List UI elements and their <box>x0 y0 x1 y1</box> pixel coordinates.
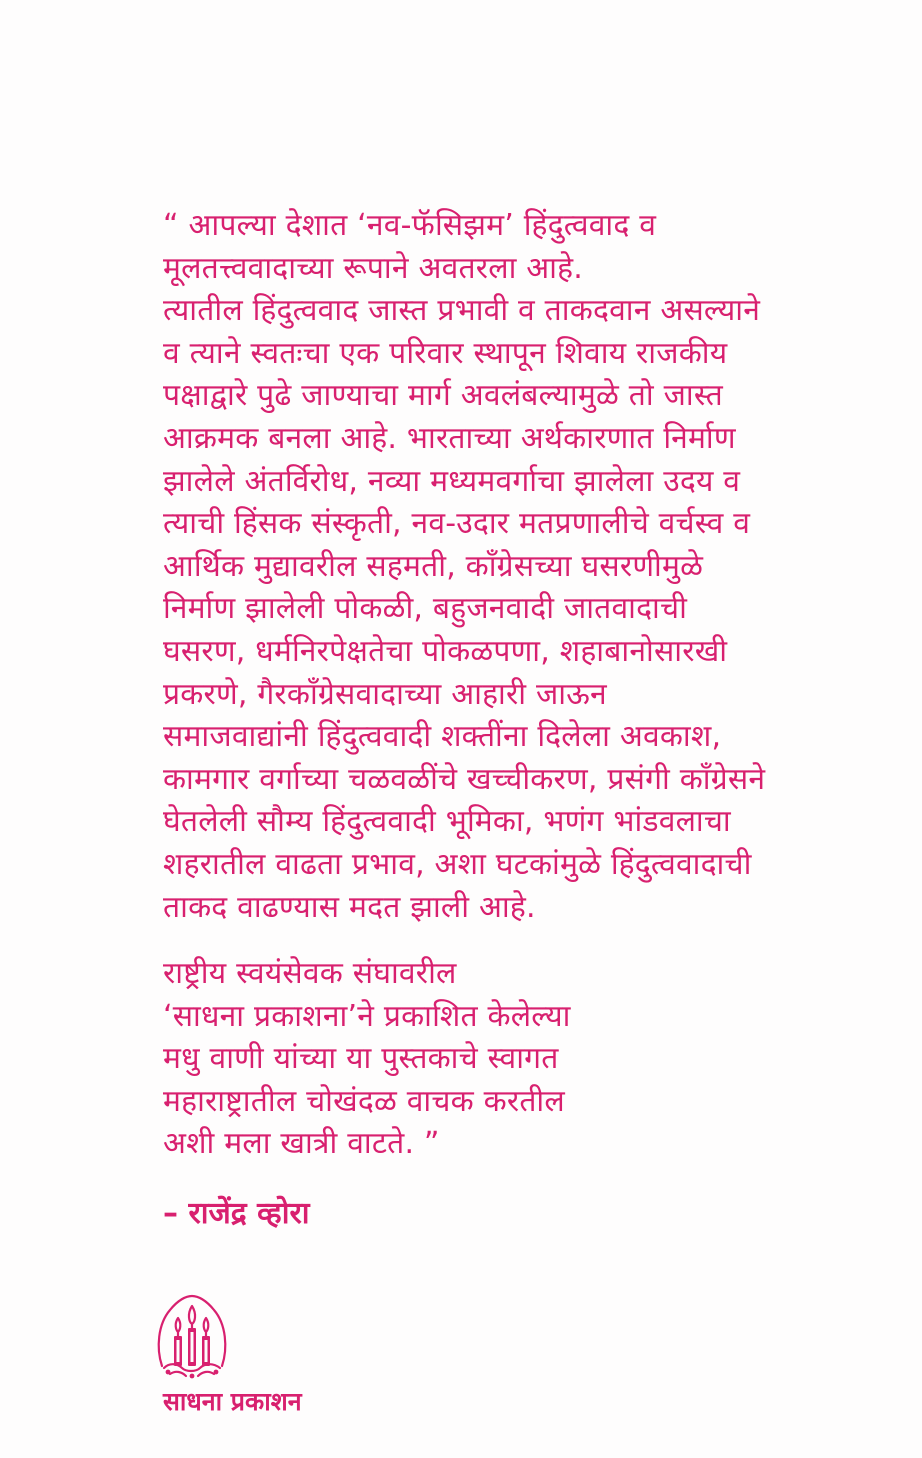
quote-line: समाजवाद्यांनी हिंदुत्ववादी शक्तींना दिलेला अवकाश, <box>163 719 722 755</box>
publisher-name: साधना प्रकाशन <box>163 1387 302 1416</box>
quote-line: मूलतत्त्ववादाच्या रूपाने अवतरला आहे. <box>163 250 584 286</box>
quote-line: पक्षाद्वारे पुढे जाण्याचा मार्ग अवलंबल्यामुळे तो जास्त <box>163 378 723 414</box>
quote-paragraph <box>163 205 863 929</box>
quote-line: आक्रमक बनला आहे. भारताच्या अर्थकारणात निर्माण <box>163 420 736 456</box>
quote-line: झालेले अंतर्विरोध, नव्या मध्यमवर्गाचा झालेला उदय व <box>163 463 741 499</box>
quote-line: घसरण, धर्मनिरपेक्षतेचा पोकळपणा, शहाबानोसारखी <box>163 633 728 669</box>
quote-line: घेतलेली सौम्य हिंदुत्ववादी भूमिका, भणंग भांडवलाचा <box>163 804 731 840</box>
quote-line: ताकद वाढण्यास मदत झाली आहे. <box>163 889 536 925</box>
closing-paragraph <box>163 953 863 1166</box>
quote-line: “ आपल्या देशात ‘नव-फॅसिझम’ हिंदुत्ववाद व <box>163 208 657 243</box>
closing-line: मधु वाणी यांच्या या पुस्तकाचे स्वागत <box>163 1041 559 1077</box>
closing-line: अशी मला खात्री वाटते. ” <box>163 1126 440 1162</box>
closing-line: ‘साधना प्रकाशना’ने प्रकाशित केलेल्या <box>163 998 571 1034</box>
quote-line: त्यातील हिंदुत्ववाद जास्त प्रभावी व ताकदवान असल्याने <box>163 293 761 329</box>
quote-line: कामगार वर्गाच्या चळवळींचे खच्चीकरण, प्रसंगी काँग्रेसने <box>163 761 766 797</box>
quote-line: व त्याने स्वतःचा एक परिवार स्थापून शिवाय राजकीय <box>163 335 728 371</box>
closing-line: राष्ट्रीय स्वयंसेवक संघावरील <box>163 956 457 991</box>
quote-line: आर्थिक मुद्यावरील सहमती, काँग्रेसच्या घसरणीमुळे <box>163 548 704 584</box>
quote-line: शहरातील वाढता प्रभाव, अशा घटकांमुळे हिंदुत्ववादाची <box>163 846 752 882</box>
quote-line: निर्माण झालेली पोकळी, बहुजनवादी जातवादाची <box>163 591 688 627</box>
author-signature: – राजेंद्र व्होरा <box>163 1196 310 1231</box>
closing-line: महाराष्ट्रातील चोखंदळ वाचक करतील <box>163 1083 565 1119</box>
quote-line: प्रकरणे, गैरकाँग्रेसवादाच्या आहारी जाऊन <box>163 676 607 712</box>
candles-logo-icon <box>152 1288 232 1386</box>
quote-line: त्याची हिंसक संस्कृती, नव-उदार मतप्रणालीचे वर्चस्व व <box>163 506 751 542</box>
